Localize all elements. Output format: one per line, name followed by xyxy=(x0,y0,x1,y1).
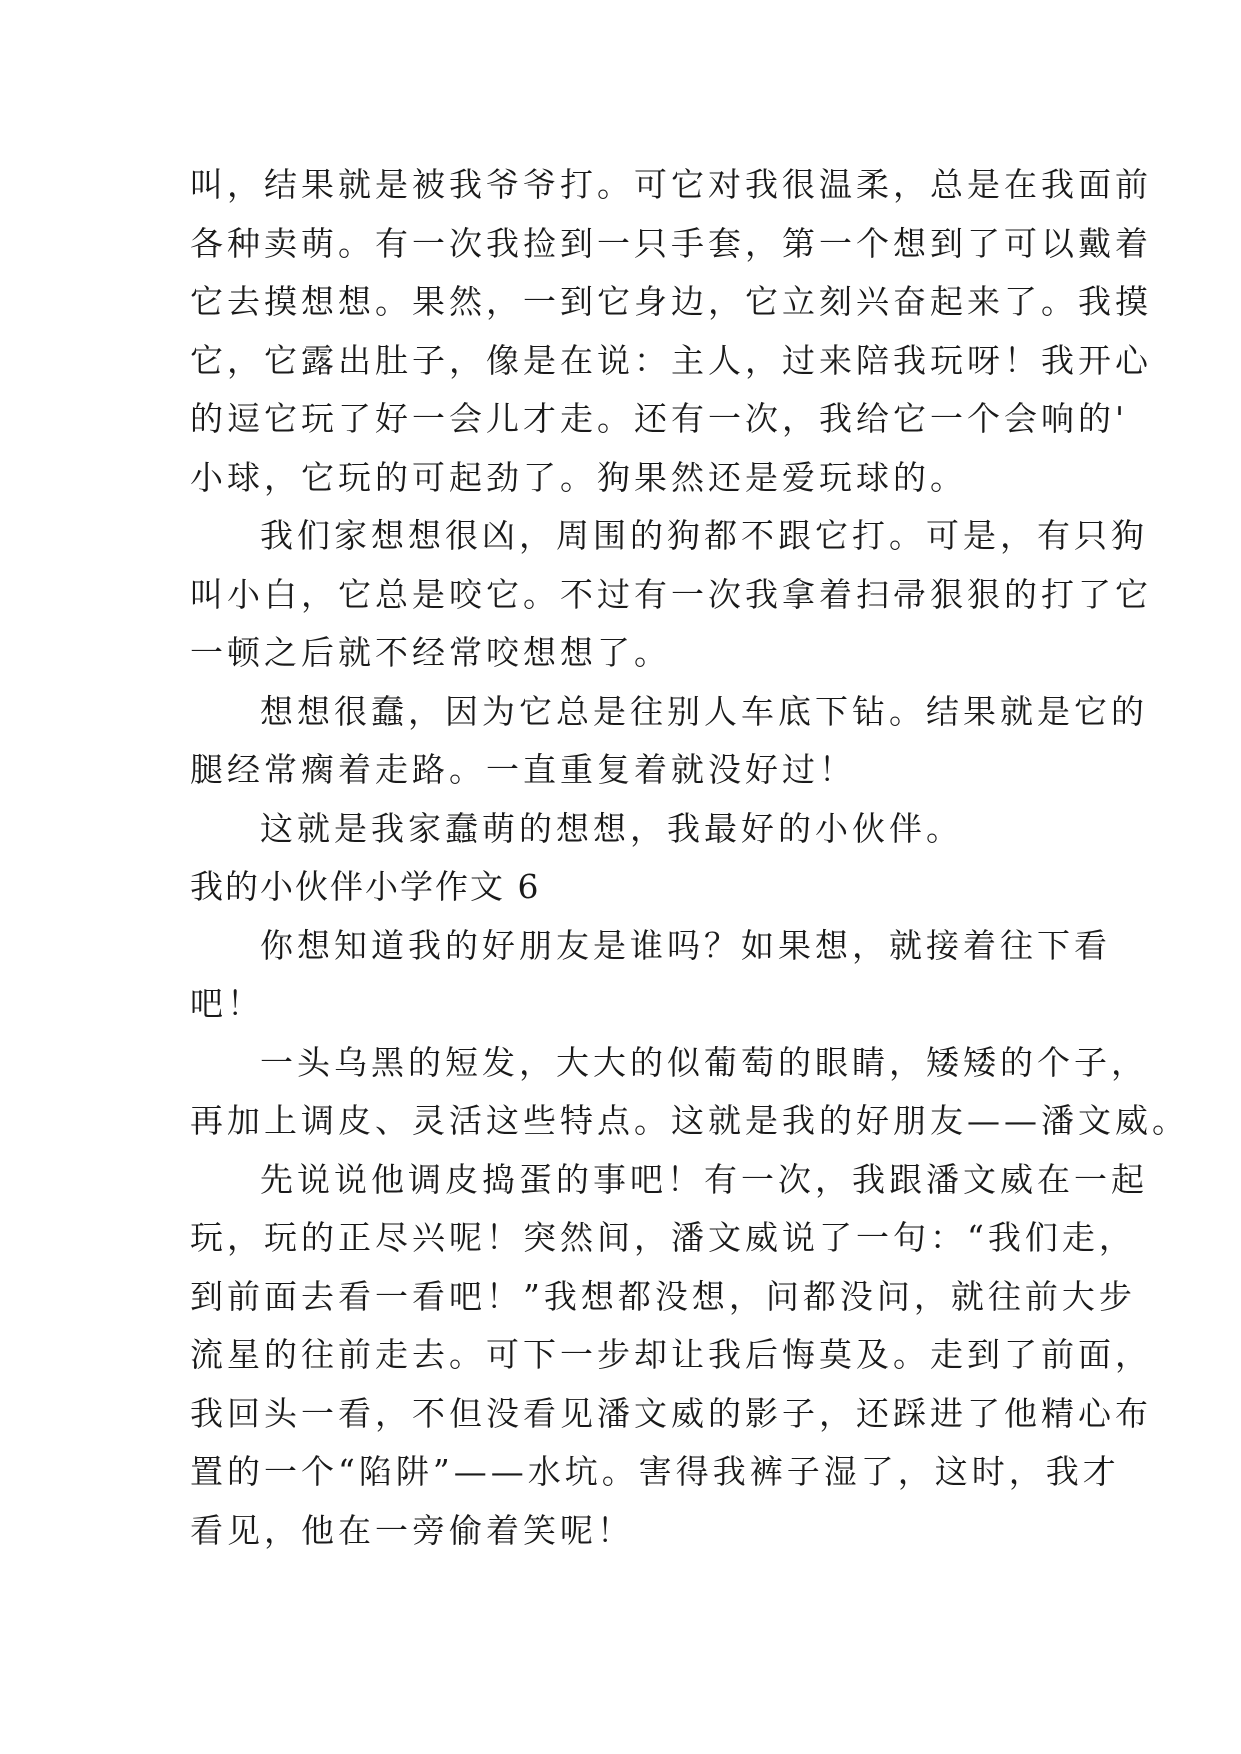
paragraph-line: 再加上调皮、灵活这些特点。这就是我的好朋友——潘文威。 xyxy=(190,1101,1189,1140)
paragraph-line: 它，它露出肚子，像是在说：主人，过来陪我玩呀！我开心 xyxy=(190,340,1152,380)
paragraph-line: 我们家想想很凶，周围的狗都不跟它打。可是，有只狗 xyxy=(260,516,1148,555)
paragraph-line: 这就是我家蠢萌的想想，我最好的小伙伴。 xyxy=(260,808,963,848)
paragraph-line: 叫，结果就是被我爷爷打。可它对我很温柔，总是在我面前 xyxy=(190,165,1152,204)
paragraph-line: 先说说他调皮捣蛋的事吧！有一次，我跟潘文威在一起 xyxy=(260,1159,1148,1199)
paragraph-line: 腿经常瘸着走路。一直重复着就没好过！ xyxy=(190,750,856,789)
paragraph-line: 吧！ xyxy=(190,984,264,1023)
paragraph-line: 流星的往前走去。可下一步却让我后悔莫及。走到了前面， xyxy=(190,1335,1152,1374)
paragraph-line: 看见，他在一旁偷着笑呢！ xyxy=(190,1510,634,1550)
paragraph-line: 一头乌黑的短发，大大的似葡萄的眼睛，矮矮的个子， xyxy=(260,1042,1148,1082)
paragraph-line: 各种卖萌。有一次我捡到一只手套，第一个想到了可以戴着 xyxy=(190,223,1152,263)
paragraph-line: 想想很蠢，因为它总是往别人车底下钻。结果就是它的 xyxy=(260,691,1148,731)
paragraph-line: 一顿之后就不经常咬想想了。 xyxy=(190,633,671,672)
paragraph-line: 叫小白，它总是咬它。不过有一次我拿着扫帚狠狠的打了它 xyxy=(190,574,1152,614)
paragraph-line: 到前面去看一看吧！”我想都没想，问都没问，就往前大步 xyxy=(190,1276,1136,1316)
paragraph-line: 置的一个“陷阱”——水坑。害得我裤子湿了，这时，我才 xyxy=(190,1452,1120,1491)
essay-text xyxy=(190,156,1189,1560)
paragraph-line: 我回头一看，不但没看见潘文威的影子，还踩进了他精心布 xyxy=(190,1393,1152,1433)
paragraph-line: 玩，玩的正尽兴呢！突然间，潘文威说了一句：“我们走， xyxy=(190,1218,1136,1257)
paragraph-line: 小球，它玩的可起劲了。狗果然还是爱玩球的。 xyxy=(190,457,967,497)
paragraph-line: 的逗它玩了好一会儿才走。还有一次，我给它一个会响的' xyxy=(190,399,1129,438)
paragraph-line: 你想知道我的好朋友是谁吗？如果想，就接着往下看 xyxy=(260,925,1111,965)
section-heading: 我的小伙伴小学作文 6 xyxy=(190,867,541,906)
paragraph-line: 它去摸想想。果然，一到它身边，它立刻兴奋起来了。我摸 xyxy=(190,282,1152,321)
